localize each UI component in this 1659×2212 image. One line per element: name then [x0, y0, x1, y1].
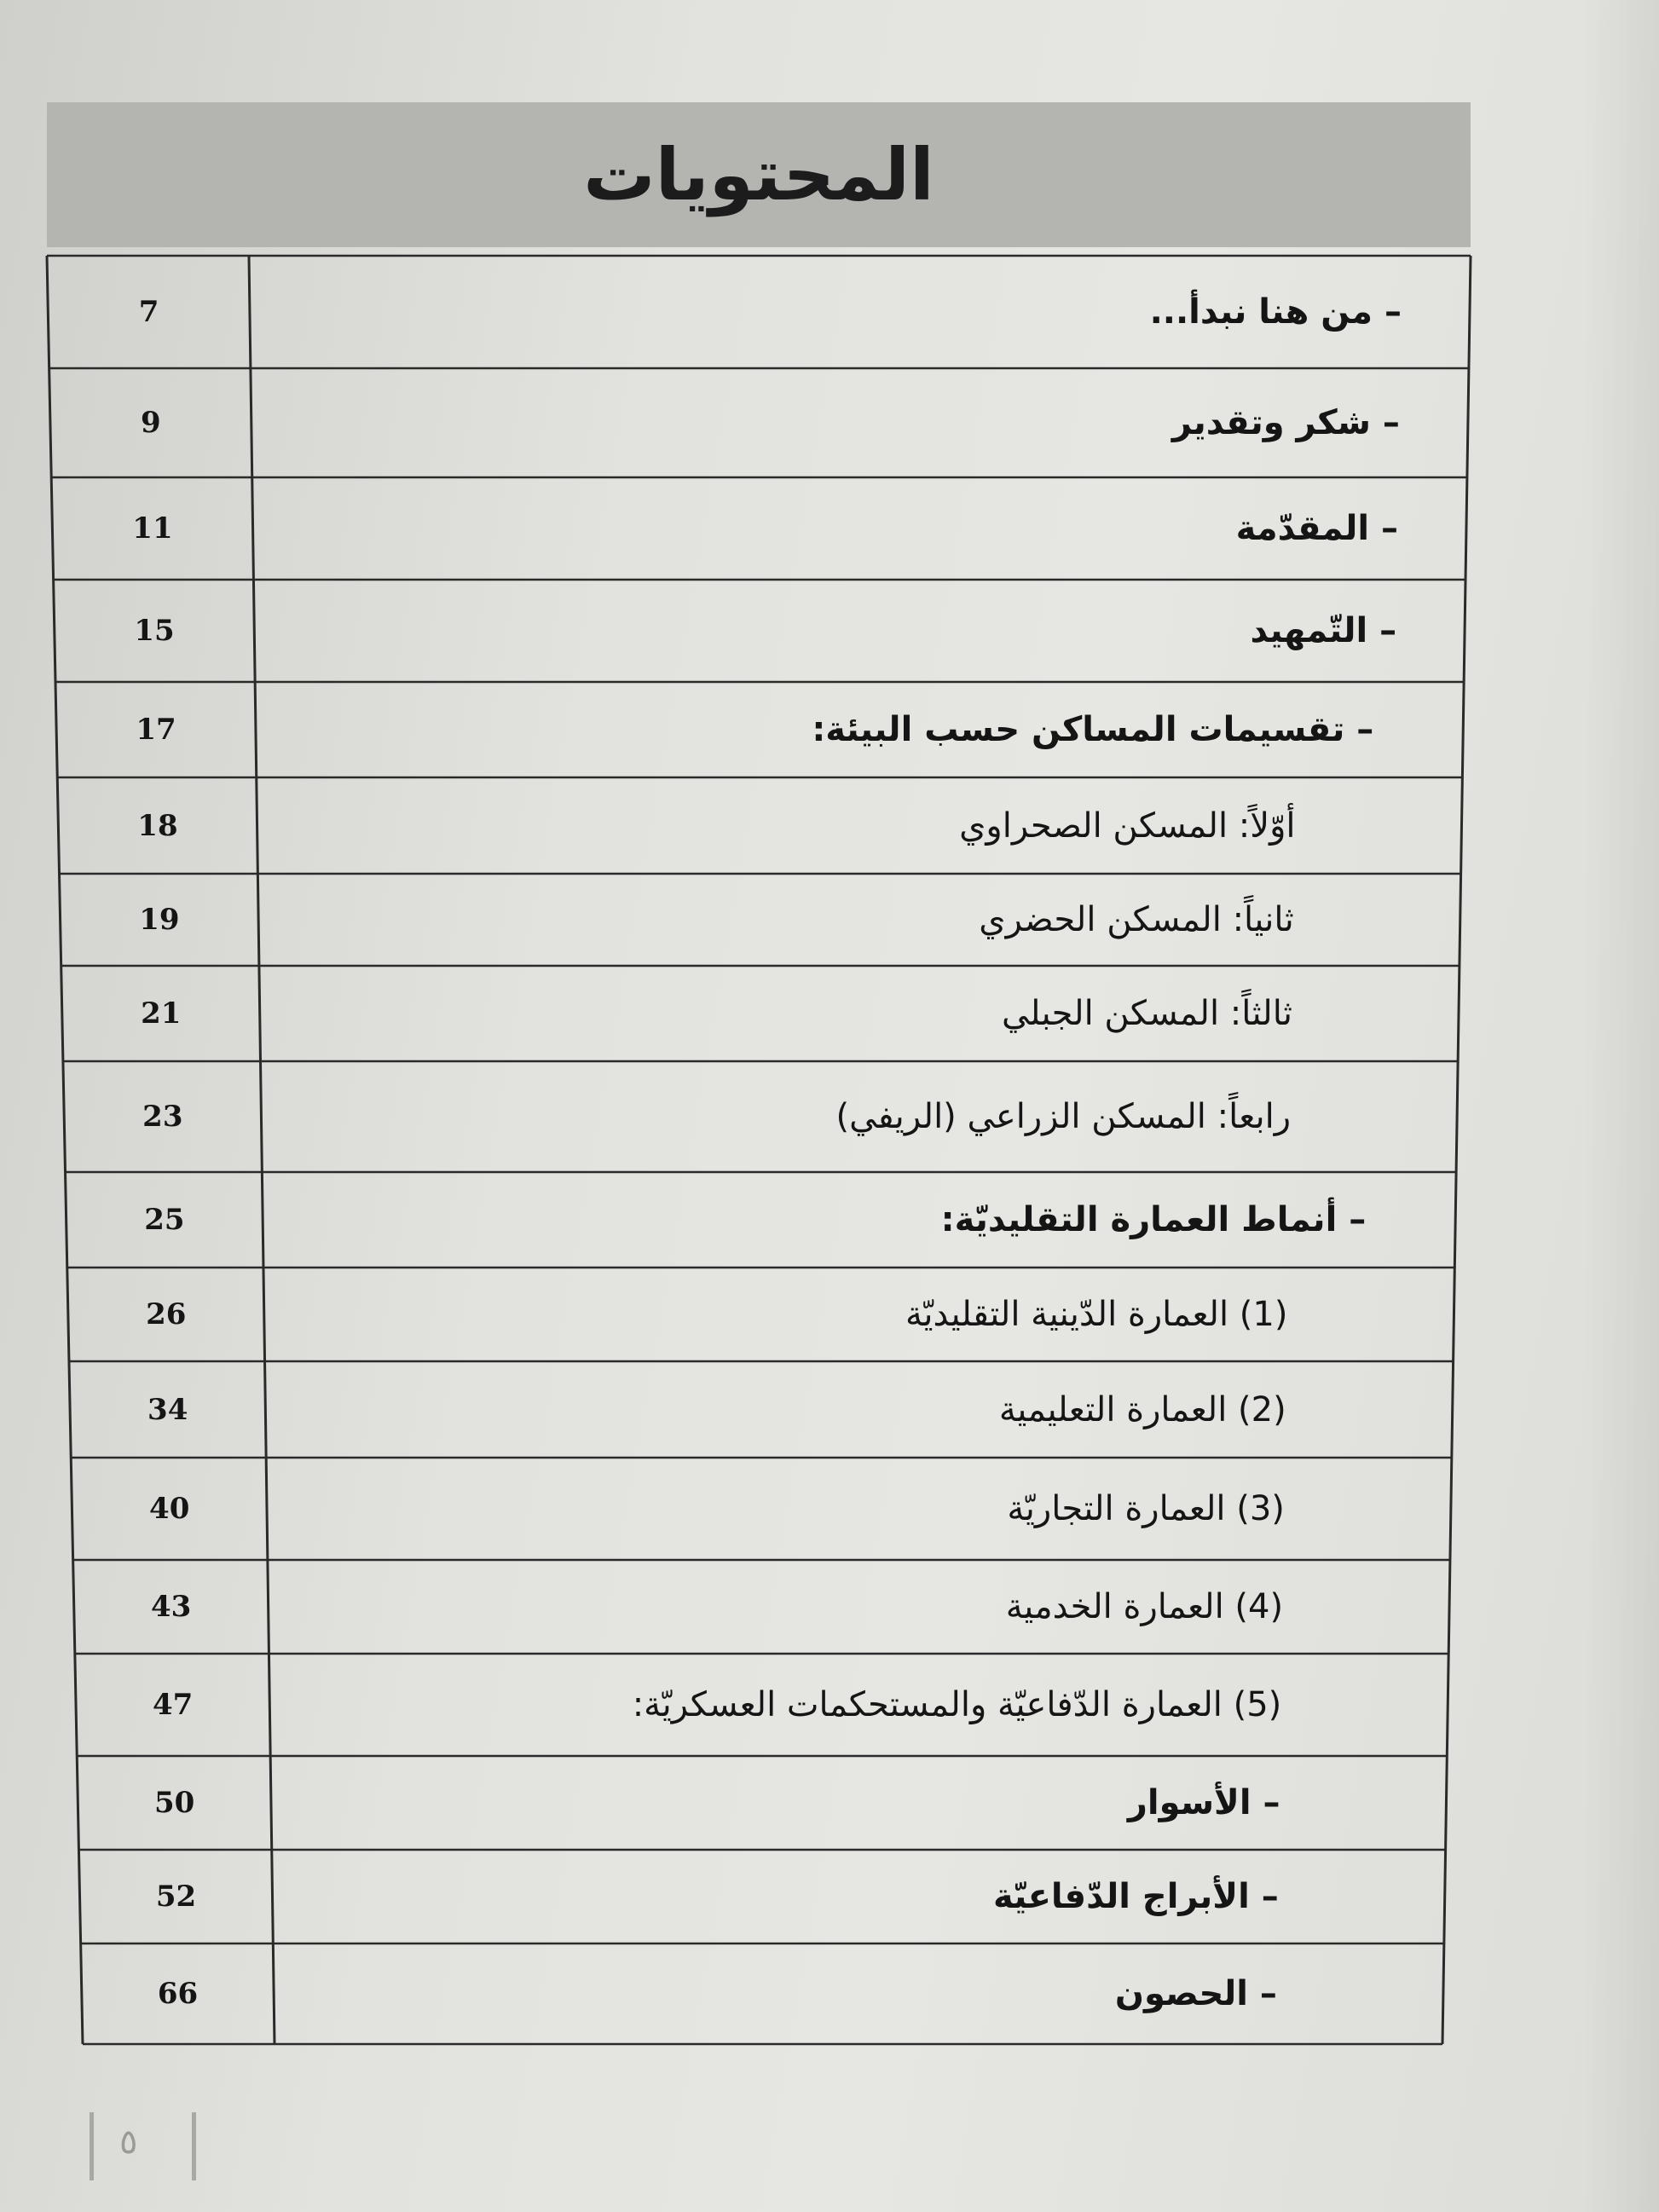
toc-entry-title: رابعاً: المسكن الزراعي (الريفي)	[835, 1097, 1292, 1136]
toc-entry-title: (5) العمارة الدّفاعيّة والمستحكمات العسكريّة:	[632, 1685, 1282, 1724]
toc-entry-title: (2) العمارة التعليمية	[998, 1389, 1286, 1429]
toc-entry-title: (1) العمارة الدّينية التقليديّة	[905, 1295, 1288, 1334]
toc-entry-title: (3) العمارة التجاريّة	[1007, 1489, 1285, 1528]
toc-entry-page-number: 9	[141, 406, 161, 440]
toc-entry-title: (4) العمارة الخدمية	[1005, 1587, 1284, 1626]
toc-entry-title: – الأسوار	[1127, 1783, 1280, 1822]
toc-entry-page-number: 47	[153, 1688, 194, 1722]
toc-entry-page-number: 11	[132, 511, 173, 546]
toc-entry-page-number: 50	[153, 1786, 195, 1820]
toc-entry-title: – شكر وتقدير	[1171, 403, 1400, 442]
folio-bar-left	[90, 2112, 94, 2180]
toc-entry-page-number: 26	[146, 1297, 187, 1331]
toc-entry-title: – المقدّمة	[1235, 509, 1398, 548]
toc-entry-page-number: 7	[138, 295, 159, 329]
toc-entry-page-number: 17	[136, 713, 176, 747]
toc-entry-page-number: 21	[141, 996, 182, 1031]
toc-entry-page-number: 66	[157, 1977, 199, 2011]
toc-entry-title: – الأبراج الدّفاعيّة	[992, 1877, 1279, 1916]
toc-entry-page-number: 34	[147, 1392, 188, 1427]
toc-entry-title: ثالثاً: المسكن الجبلي	[1001, 994, 1293, 1033]
toc-entry-title: أوّلاً: المسكن الصحراوي	[959, 806, 1296, 846]
toc-entry-title: ثانياً: المسكن الحضري	[979, 900, 1294, 939]
toc-entry-title: – الحصون	[1114, 1974, 1277, 2013]
folio-bar-right	[192, 2112, 196, 2180]
toc-entry-page-number: 25	[144, 1203, 185, 1237]
toc-entry-page-number: 23	[142, 1100, 183, 1134]
toc-entry-page-number: 18	[137, 808, 178, 843]
toc-right-border	[1442, 256, 1471, 2044]
page-folio	[90, 2112, 200, 2180]
toc-entry-page-number: 40	[149, 1492, 190, 1526]
toc-entry-title: – أنماط العمارة التقليديّة:	[940, 1200, 1367, 1239]
toc-entry-page-number: 19	[139, 903, 180, 937]
page-title: المحتويات	[583, 133, 934, 217]
toc-entry-page-number: 15	[134, 614, 175, 648]
toc-entry-title: – التّمهيد	[1250, 611, 1397, 650]
toc-entry-title: – تقسيمات المساكن حسب البيئة:	[812, 710, 1374, 749]
toc-entry-page-number: 52	[155, 1880, 197, 1914]
toc-entry-title: – من هنا نبدأ...	[1149, 292, 1402, 332]
folio-number: ٥	[119, 2122, 138, 2162]
toc-entry-page-number: 43	[151, 1590, 192, 1624]
